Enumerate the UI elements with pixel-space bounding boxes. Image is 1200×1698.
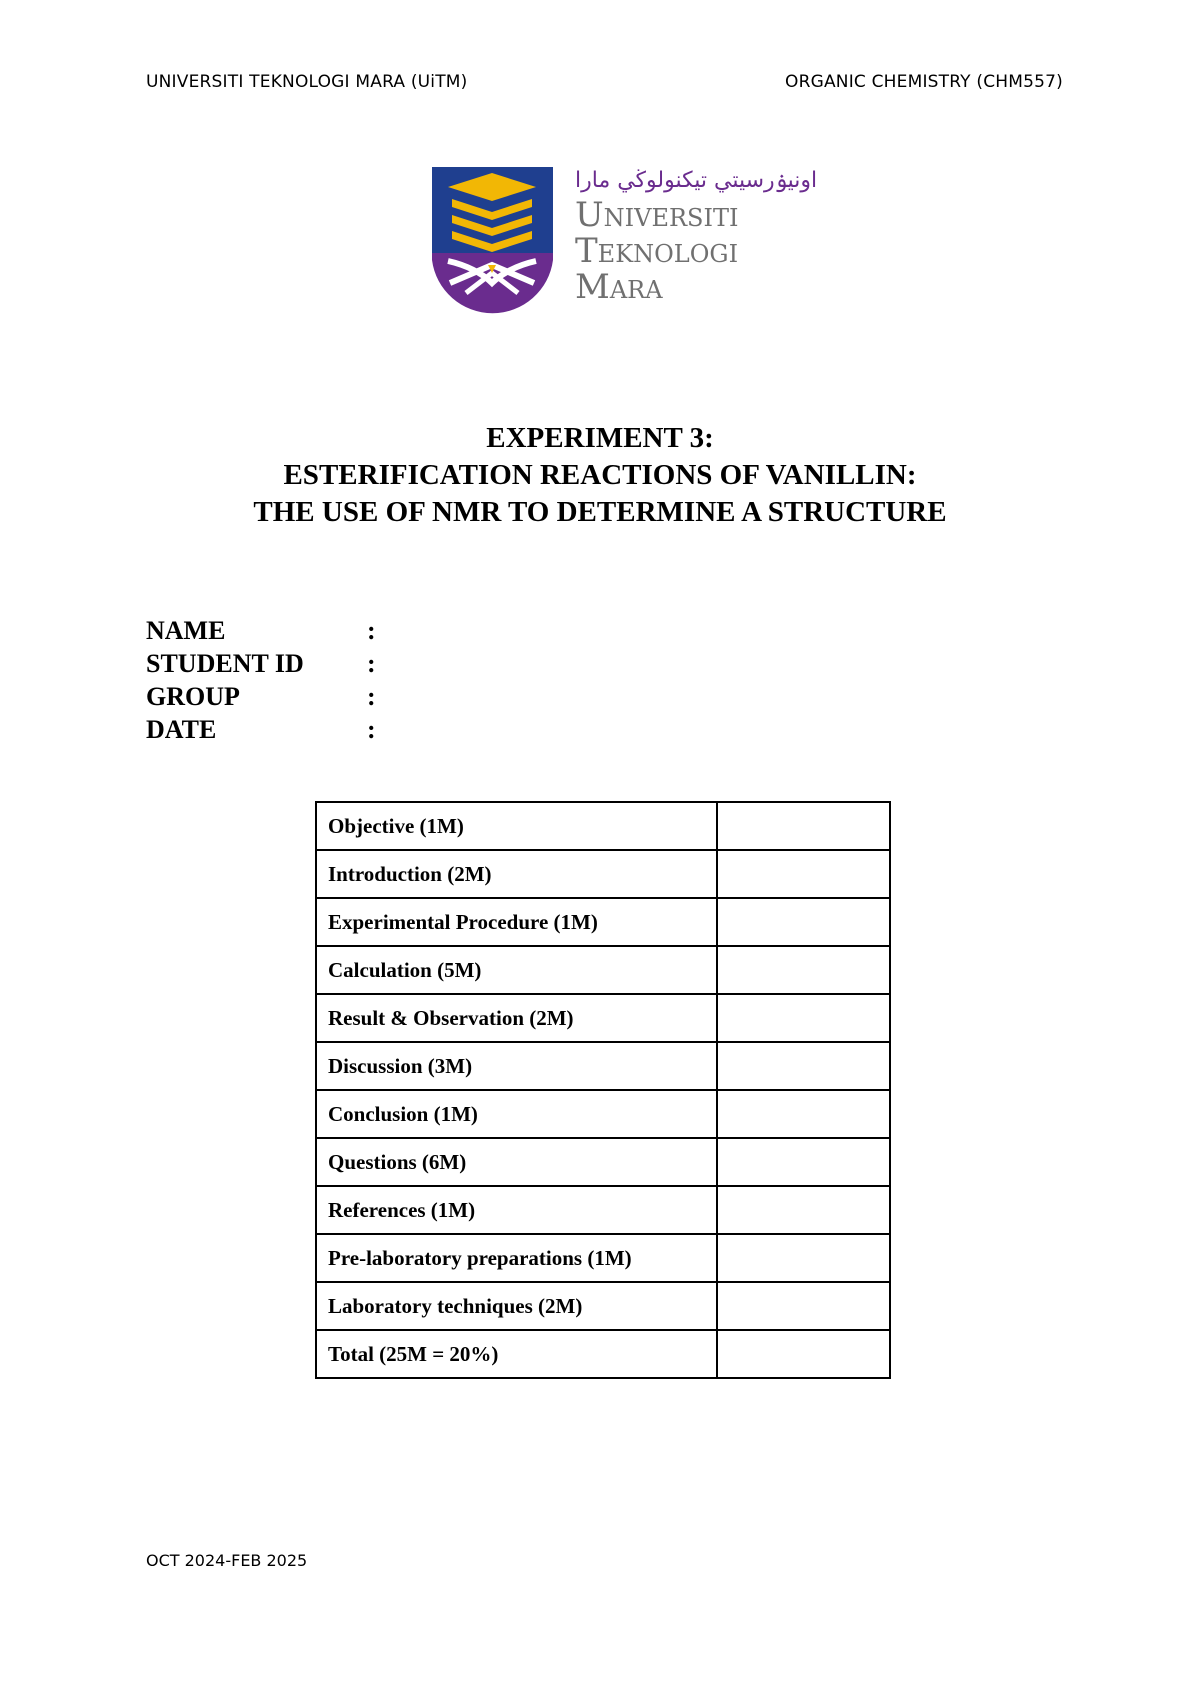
criterion-label: Total (25M = 20%)	[316, 1330, 717, 1378]
score-cell	[717, 1042, 890, 1090]
field-group	[146, 680, 387, 713]
logo-line-universiti: Universiti	[575, 195, 739, 235]
criterion-label: Calculation (5M)	[316, 946, 717, 994]
title-line-2: ESTERIFICATION REACTIONS OF VANILLIN:	[283, 459, 917, 491]
field-colon: :	[367, 715, 376, 744]
field-label: DATE	[146, 715, 217, 744]
table-row	[316, 1282, 890, 1330]
score-cell	[717, 802, 890, 850]
table-row	[316, 1186, 890, 1234]
logo-line-teknologi: Teknologi	[575, 231, 739, 271]
table-row	[316, 1090, 890, 1138]
score-cell	[717, 1282, 890, 1330]
field-label: STUDENT ID	[146, 649, 304, 678]
criterion-label: Discussion (3M)	[316, 1042, 717, 1090]
table-row	[316, 1138, 890, 1186]
logo-line-mara: Mara	[575, 267, 663, 307]
table-row	[316, 1234, 890, 1282]
score-cell	[717, 1138, 890, 1186]
table-row	[316, 994, 890, 1042]
criterion-label: Pre-laboratory preparations (1M)	[316, 1234, 717, 1282]
field-date	[146, 713, 387, 746]
criterion-label: Result & Observation (2M)	[316, 994, 717, 1042]
table-row	[316, 946, 890, 994]
criterion-label: Questions (6M)	[316, 1138, 717, 1186]
table-row	[316, 802, 890, 850]
field-colon: :	[367, 682, 376, 711]
table-row-total	[316, 1330, 890, 1378]
score-cell	[717, 946, 890, 994]
score-cell	[717, 898, 890, 946]
score-cell	[717, 1186, 890, 1234]
score-cell	[717, 850, 890, 898]
experiment-title	[0, 420, 1200, 531]
logo-jawi-text: اونيۏرسيتي تيكنولوڬي مارا	[575, 168, 818, 193]
header-course: ORGANIC CHEMISTRY (CHM557)	[785, 72, 1063, 92]
criterion-label: Experimental Procedure (1M)	[316, 898, 717, 946]
score-cell	[717, 994, 890, 1042]
criterion-label: References (1M)	[316, 1186, 717, 1234]
table-row	[316, 898, 890, 946]
criterion-label: Conclusion (1M)	[316, 1090, 717, 1138]
title-line-1: EXPERIMENT 3:	[486, 422, 714, 454]
score-cell	[717, 1234, 890, 1282]
score-cell	[717, 1090, 890, 1138]
score-cell	[717, 1330, 890, 1378]
field-student-id	[146, 647, 387, 680]
uitm-logo	[430, 165, 818, 315]
field-label: GROUP	[146, 682, 240, 711]
criterion-label: Introduction (2M)	[316, 850, 717, 898]
field-colon: :	[367, 616, 376, 645]
uitm-crest-icon	[430, 165, 555, 315]
table-row	[316, 850, 890, 898]
header-university: UNIVERSITI TEKNOLOGI MARA (UiTM)	[146, 72, 468, 92]
student-info-fields	[146, 614, 387, 746]
criterion-label: Objective (1M)	[316, 802, 717, 850]
marks-table	[315, 801, 891, 1379]
footer-session: OCT 2024-FEB 2025	[146, 1551, 308, 1570]
field-label: NAME	[146, 616, 226, 645]
criterion-label: Laboratory techniques (2M)	[316, 1282, 717, 1330]
field-name	[146, 614, 387, 647]
title-line-3: THE USE OF NMR TO DETERMINE A STRUCTURE	[253, 496, 947, 528]
field-colon: :	[367, 649, 376, 678]
table-row	[316, 1042, 890, 1090]
